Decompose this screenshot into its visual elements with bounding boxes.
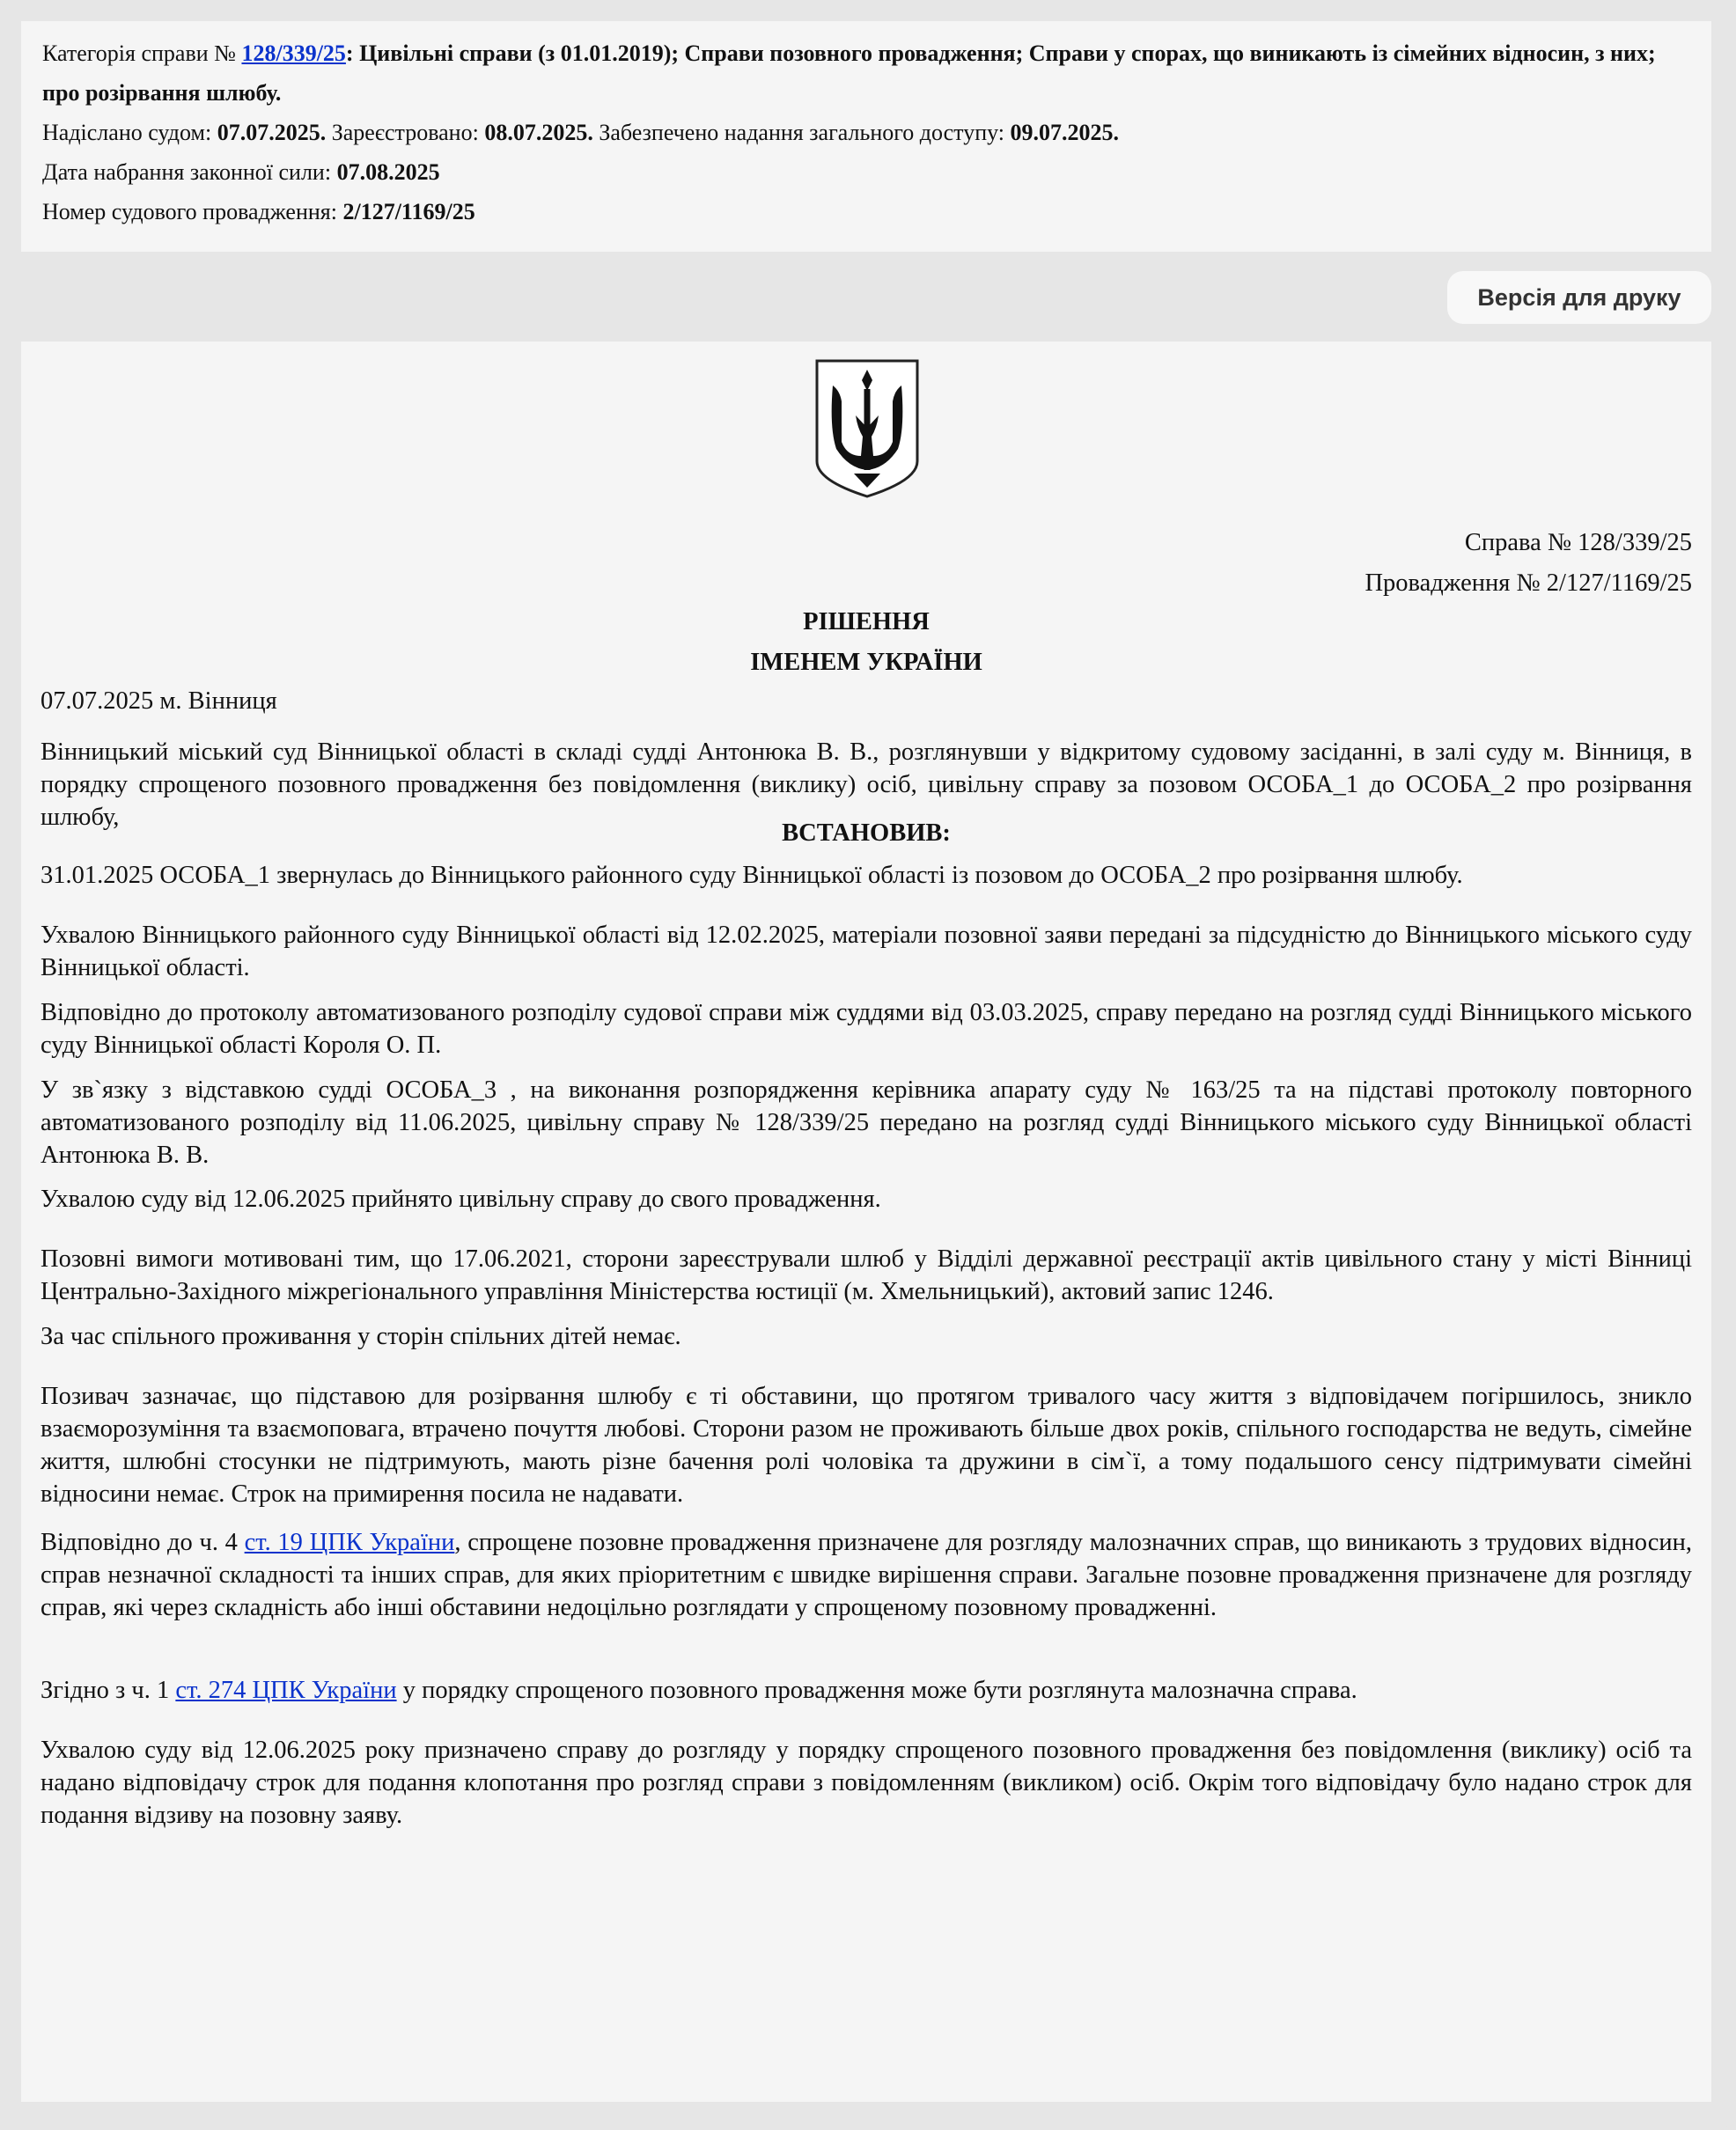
- paragraph-8: Позивач зазначає, що підставою для розірвання шлюбу є ті обставини, що протягом тривалого часу життя з відповідачем погіршилось, зникло взаєморозуміння та взаємоповага, втрачено почуття любові. Сторони разом не проживають більше двох років, спільного господарства не ведуть, сімейне життя, шлюбні стосунки не підтримують, мають різне бачення ролі чоловіка та дружини в сім`ї, а тому подальшого сенсу підтримувати сімейні відносини немає. Строк на примирення посила не надавати.: [40, 1383, 1692, 1508]
- case-number-link[interactable]: 128/339/25: [241, 40, 346, 66]
- coat-of-arms-icon: [813, 357, 921, 500]
- access-date: 09.07.2025.: [1010, 120, 1119, 145]
- article-19-link[interactable]: ст. 19 ЦПК України: [244, 1529, 455, 1556]
- case-meta-panel: [21, 21, 1711, 252]
- paragraph-11: Ухвалою суду від 12.06.2025 року призначено справу до розгляду у порядку спрощеного позовного провадження без повідомлення (виклику) осіб та надано відповідачу строк для подання клопотання про розгляд справи з повідомленням (викликом) осіб. Окрім того відповідачу було надано строк для подання відзиву на позовну заяву.: [40, 1737, 1692, 1829]
- paragraph-9-text-b: , спрощене позовне провадження призначене для розгляду малозначних справ, що виникають з трудових відносин, справ незначної складності та інших справ, для яких пріоритетним є швидке вирішення справи. Загальне позовне провадження призначене для розгляду справ, які через складність або інші обставини недоцільно розглядати у спрощеному позовному провадженні.: [40, 1529, 1692, 1621]
- paragraph-1: 31.01.2025 ОСОБА_1 звернулась до Вінницького районного суду Вінницької області із позовом до ОСОБА_2 про розірвання шлюбу.: [40, 862, 1463, 889]
- sent-label: Надіслано судом:: [42, 120, 217, 145]
- print-version-button[interactable]: Версія для друку: [1447, 271, 1711, 324]
- article-274-link[interactable]: ст. 274 ЦПК України: [175, 1677, 397, 1704]
- paragraph-10: [40, 1674, 1692, 1707]
- paragraph-9: [40, 1526, 1692, 1624]
- paragraph-10-text-b: у порядку спрощеного позовного провадження може бути розглянута малозначна справа.: [396, 1677, 1357, 1704]
- paragraph-6: Позовні вимоги мотивовані тим, що 17.06.2021, сторони зареєстрували шлюб у Відділі державної реєстрації актів цивільного стану у місті Вінниці Центрально-Західного міжрегіонального управління Міністерства юстиції (м. Хмельницький), актовий запис 1246.: [40, 1245, 1692, 1305]
- registered-date: 08.07.2025.: [484, 120, 593, 145]
- registered-label: Зареєстровано:: [326, 120, 485, 145]
- decision-document: [21, 342, 1711, 2102]
- paragraph-3: Відповідно до протоколу автоматизованого розподілу судової справи між суддями від 03.03.2025, справу передано на розгляд судді Вінницького міського суду Вінницької області Короля О. П.: [40, 999, 1692, 1059]
- proceeding-number: 2/127/1169/25: [342, 199, 475, 224]
- paragraph-2: Ухвалою Вінницького районного суду Вінницької області від 12.02.2025, матеріали позовної заяви передані за підсудністю до Вінницького міського суду Вінницької області.: [40, 922, 1692, 981]
- effective-label: Дата набрання законної сили:: [42, 159, 337, 185]
- date-place: 07.07.2025 м. Вінниця: [40, 687, 277, 715]
- paragraph-10-text-a: Згідно з ч. 1: [40, 1677, 176, 1704]
- case-number-heading: Справа № 128/339/25: [1464, 529, 1692, 556]
- effective-date-line: [42, 152, 1690, 192]
- proceeding-number-line: [42, 192, 1690, 231]
- sent-date: 07.07.2025.: [217, 120, 327, 145]
- category-text: : Цивільні справи (з 01.01.2019); Справи позовного провадження; Справи у спорах, що виникають із сімейних відносин, з них; про розірвання шлюбу.: [42, 40, 1656, 106]
- paragraph-4: У зв`язку з відставкою судді ОСОБА_3 , на виконання розпорядження керівника апарату суду № 163/25 та на підставі протоколу повторного автоматизованого розподілу від 11.06.2025, цивільну справу № 128/339/25 передано на розгляд судді Вінницького міського суду Вінницької області Антонюка В. В.: [40, 1076, 1692, 1169]
- case-category-line: [42, 33, 1690, 113]
- decision-title: РІШЕННЯ: [803, 608, 930, 635]
- category-label: Категорія справи №: [42, 40, 242, 66]
- established-heading: ВСТАНОВИВ:: [782, 819, 951, 847]
- proceeding-number-heading: Провадження № 2/127/1169/25: [1365, 569, 1692, 597]
- decision-subtitle: ІМЕНЕМ УКРАЇНИ: [750, 649, 982, 676]
- proceeding-label: Номер судового провадження:: [42, 199, 343, 224]
- effective-date: 07.08.2025: [336, 159, 440, 185]
- intro-paragraph: Вінницький міський суд Вінницької області в складі судді Антонюка В. В., розглянувши у відкритому судовому засіданні, в залі суду м. Вінниця, в порядку спрощеного позовного провадження без повідомлення (виклику) осіб, цивільну справу за позовом ОСОБА_1 до ОСОБА_2 про розірвання шлюбу,: [40, 738, 1692, 831]
- paragraph-9-text-a: Відповідно до ч. 4: [40, 1529, 245, 1556]
- dates-line: [42, 113, 1690, 152]
- toolbar: [21, 252, 1711, 340]
- paragraph-7: За час спільного проживання у сторін спільних дітей немає.: [40, 1323, 681, 1350]
- paragraph-5: Ухвалою суду від 12.06.2025 прийнято цивільну справу до свого провадження.: [40, 1186, 881, 1213]
- access-label: Забезпечено надання загального доступу:: [592, 120, 1011, 145]
